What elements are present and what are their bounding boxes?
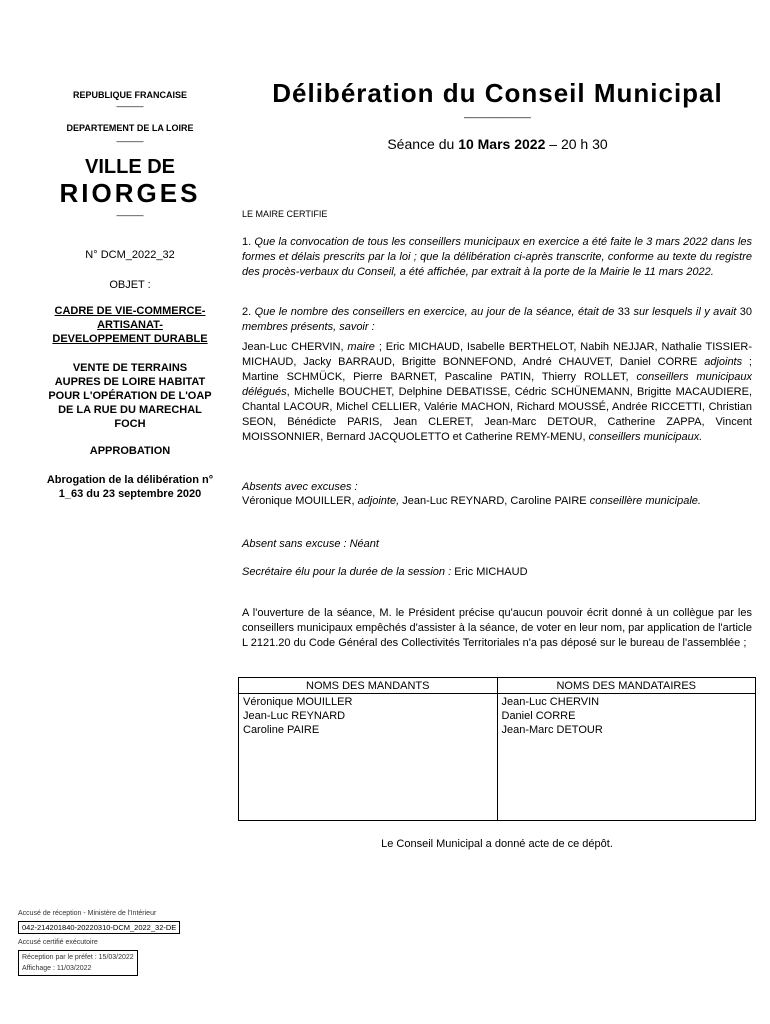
seance-line (235, 136, 760, 152)
accuse-reception-label: Accusé de réception - Ministère de l'Intérieur (18, 910, 157, 917)
objet-category (30, 304, 230, 346)
separator: ——— (116, 101, 144, 111)
seance-suffix: – 20 h 30 (545, 136, 608, 152)
separator: ——— (116, 136, 144, 146)
acte-identifier: 042-214201840-20220310-DCM_2022_32-DE (18, 921, 180, 934)
objet-category-line: CADRE DE VIE-COMMERCE- (54, 305, 206, 317)
table-header-row (239, 678, 756, 694)
objet-title-line: DE LA RUE DU MARECHAL (58, 404, 202, 416)
republique-label: REPUBLIQUE FRANCAISE (72, 90, 187, 100)
presents-text: ; Martine SCHMÜCK, Pierre BARNET, Pascaline PATIN, Thierry ROLLET, (242, 356, 752, 383)
objet-title-line: POUR L'OPÉRATION DE L'OAP (48, 390, 212, 402)
role-label: maire (347, 341, 375, 353)
role-label: conseillers municipaux délégués (242, 371, 752, 398)
ville-nom: RIORGES (59, 178, 201, 208)
absents-heading: Absents avec excuses : (242, 481, 358, 493)
role-label: adjoints (704, 356, 743, 368)
presents-count: 30 (739, 306, 752, 318)
mandant-name: Jean-Luc REYNARD (243, 710, 346, 722)
affichage-date: Affichage : 11/03/2022 (22, 965, 92, 972)
certifie-executoire: Accusé certifié exécutoire (18, 939, 98, 946)
objet-title-line: FOCH (114, 418, 146, 430)
mandats-table (238, 677, 756, 821)
paragraph-number: 2. (242, 306, 255, 318)
mandants-cell (239, 694, 498, 821)
objet-title (30, 361, 230, 431)
absents-text: Véronique MOUILLER, (242, 495, 358, 507)
abrogation-line: 1_63 du 23 septembre 2020 (58, 488, 202, 500)
absents-text: Jean-Luc REYNARD, Caroline PAIRE (399, 495, 590, 507)
paragraph-convocation (242, 235, 752, 280)
document-title: Délibération du Conseil Municipal (272, 78, 723, 108)
objet-label: OBJET : (109, 279, 151, 291)
paragraph-text: sur lesquels il y avait (630, 306, 740, 318)
objet-title-line: AUPRES DE LOIRE HABITAT (54, 376, 206, 388)
title-rule: ____________ (464, 108, 531, 119)
mandataire-name: Daniel CORRE (501, 710, 576, 722)
column-header-mandataires: NOMS DES MANDATAIRES (497, 678, 756, 694)
column-header-mandants: NOMS DES MANDANTS (239, 678, 498, 694)
separator: ——— (116, 210, 144, 220)
absents-label (242, 480, 752, 495)
objet-title-line: VENTE DE TERRAINS (72, 362, 188, 374)
objet-category-line: ARTISANAT- (97, 319, 163, 331)
paragraph-text: Que la convocation de tous les conseillers municipaux en exercice a été faite le 3 mars 2022 dans les formes et délais prescrits par la loi ; que la délibération ci-après transcrite, conforme au texte du registre des procès-verbaux du Conseil, a été affichée, par extrait à la porte de la Mairie le 11 mars 2022. (242, 236, 753, 278)
sans-excuse-text: Absent sans excuse : Néant (242, 538, 379, 550)
ouverture-paragraph: A l'ouverture de la séance, M. le Président précise qu'aucun pouvoir écrit donné à un collègue par les conseillers municipaux empêchés d'assister à la séance, de voter en leur nom, par application de l'article L 2121.20 du Code Général des Collectivités Territoriales n'a pas déposé sur le bureau de l'assemblée ; (242, 607, 752, 649)
mandant-name: Véronique MOUILLER (243, 696, 353, 708)
table-row (239, 694, 756, 821)
presents-text: Jean-Luc CHERVIN, (242, 341, 348, 353)
abrogation-line: Abrogation de la délibération n° (46, 474, 214, 486)
stamp-dates (18, 950, 138, 976)
sans-excuse (242, 537, 752, 552)
paragraph-number: 1. (242, 236, 255, 248)
departement-label: DEPARTEMENT DE LA LOIRE (66, 123, 194, 133)
secretaire (242, 565, 752, 580)
mandataire-name: Jean-Luc CHERVIN (501, 696, 600, 708)
secretaire-label: Secrétaire élu pour la durée de la session : (242, 566, 455, 578)
absents-list (242, 494, 752, 509)
approbation-label: APPROBATION (89, 445, 171, 457)
presents-text: , Michelle BOUCHET, Delphine DEBATISSE, Cédric SCHÜNEMANN, Brigitte MACAUDIERE, Chantal LACOUR, Michel CELLIER, Valérie MACHON, Richard MOUSSÉ, Andrée RICCETTI, Christian SEON, Bénédicte PARIS, Jean CLERET, Jean-Marc DETOUR, Catherine ZAPPA, Vincent MOISSONNIER, Bernard JACQUOLETTO et Catherine REMY-MENU, (242, 386, 752, 443)
presents-list (242, 340, 752, 445)
maire-certifie: LE MAIRE CERTIFIE (242, 209, 328, 219)
mandant-name: Caroline PAIRE (243, 724, 320, 736)
seance-date: 10 Mars 2022 (458, 136, 546, 152)
role-label: conseillère municipale. (589, 495, 701, 507)
seance-prefix: Séance du (387, 136, 459, 152)
deliberation-number: N° DCM_2022_32 (85, 249, 175, 261)
conseillers-count: 33 (617, 306, 631, 318)
secretaire-name: Eric MICHAUD (454, 566, 528, 578)
mandataires-cell (497, 694, 756, 821)
paragraph-text: Que le nombre des conseillers en exercice, au jour de la séance, était de (254, 306, 618, 318)
role-label: adjointe, (357, 495, 400, 507)
role-label: conseillers municipaux. (588, 431, 703, 443)
ville-de-label: VILLE DE (84, 156, 175, 178)
paragraph-quorum (242, 305, 752, 335)
acte-depot: Le Conseil Municipal a donné acte de ce dépôt. (381, 838, 613, 850)
mandataire-name: Jean-Marc DETOUR (501, 724, 603, 736)
paragraph-text: membres présents, savoir : (242, 321, 375, 333)
presents-text: ; Eric MICHAUD, Isabelle BERTHELOT, Nabih NEJJAR, Nathalie TISSIER-MICHAUD, Jacky BARRAUD, Brigitte BONNEFOND, André CHAUVET, Daniel CORRE (242, 341, 752, 368)
reception-date: Réception par le préfet : 15/03/2022 (22, 954, 134, 961)
objet-category-line: DEVELOPPEMENT DURABLE (52, 333, 208, 345)
abrogation-note (30, 473, 230, 501)
